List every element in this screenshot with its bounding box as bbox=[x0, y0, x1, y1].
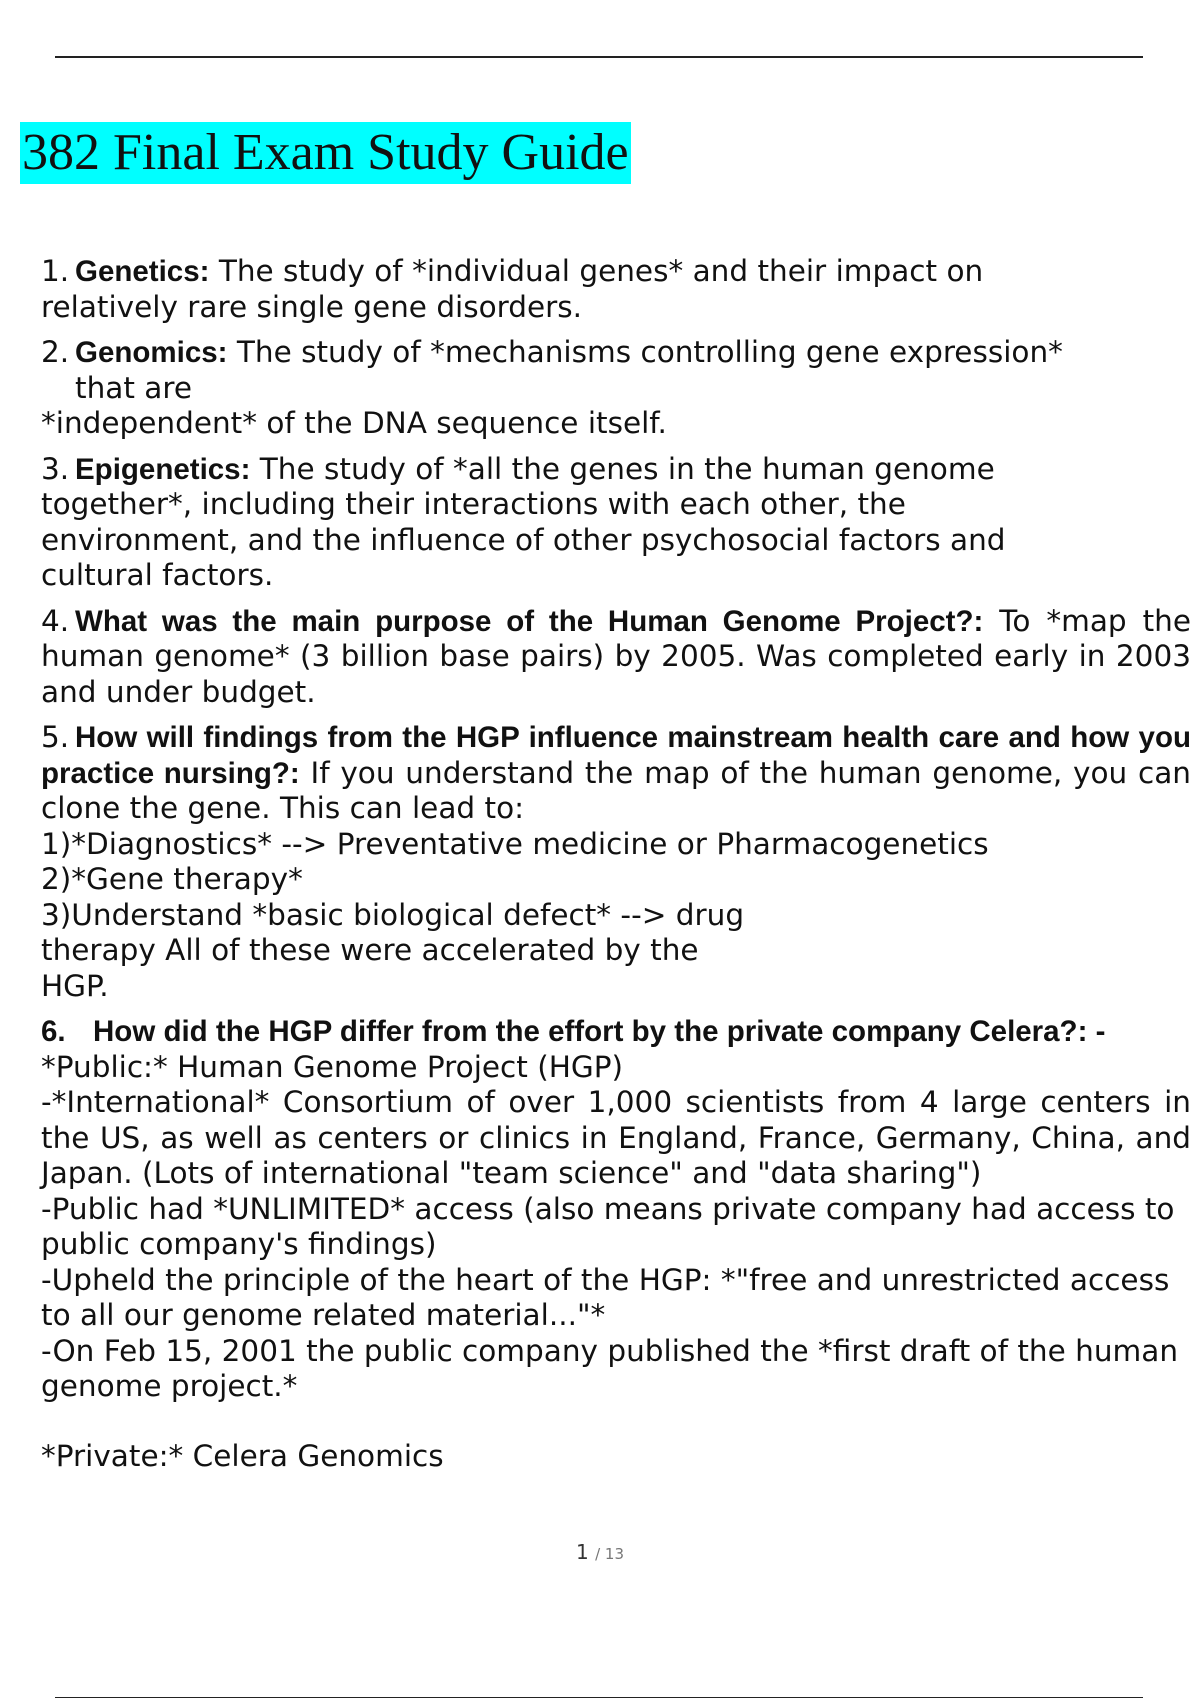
item-text: The study of *mechanisms controlling gene expression* bbox=[227, 335, 1063, 369]
page-indicator bbox=[0, 1540, 1200, 1564]
page-total: / 13 bbox=[595, 1545, 624, 1563]
item-number: 4. bbox=[41, 603, 70, 638]
list-item-hgp-purpose bbox=[41, 604, 1191, 711]
list-item-epigenetics bbox=[41, 452, 1191, 594]
bottom-rule bbox=[55, 1697, 1143, 1698]
item-number: 5. bbox=[41, 720, 70, 754]
sublist-line: HGP. bbox=[41, 968, 109, 1003]
findings-sublist bbox=[41, 827, 1191, 1005]
sublist-line: 1)*Diagnostics* --> Preventative medicine or Pharmacogenetics bbox=[41, 826, 989, 861]
item-term: How did the HGP differ from the effort by the private company Celera?: - bbox=[93, 1015, 1106, 1048]
item-term: What was the main purpose of the Human Genome Project?: bbox=[75, 604, 984, 638]
document-body bbox=[41, 254, 1191, 1484]
item-text: To *map the human genome* (3 billion base pairs) by 2005. Was completed early in 2003 and under budget. bbox=[41, 603, 1191, 709]
sublist-line: therapy All of these were accelerated by the bbox=[41, 933, 699, 967]
item-text: The study of *all the genes in the human genome bbox=[250, 451, 995, 486]
item-text: *independent* of the DNA sequence itself. bbox=[41, 406, 667, 440]
item-term: Genetics: bbox=[75, 255, 210, 288]
document-title: 382 Final Exam Study Guide bbox=[20, 122, 631, 184]
item-text: If you understand the map of the human genome, you can clone the gene. This can lead to: bbox=[41, 755, 1191, 825]
item-term: Genomics: bbox=[75, 336, 228, 369]
top-rule bbox=[55, 56, 1143, 58]
item-text: cultural factors. bbox=[41, 558, 274, 592]
page-current: 1 bbox=[575, 1540, 589, 1564]
item-text: environment, and the influence of other psychosocial factors and bbox=[41, 522, 1006, 557]
item-number: 1. bbox=[41, 254, 70, 288]
sublist-line: 3)Understand *basic biological defect* --> drug bbox=[41, 897, 745, 932]
item-text: that are bbox=[75, 370, 192, 405]
list-item-hgp-findings bbox=[41, 720, 1191, 1004]
list-item-genetics bbox=[41, 254, 1191, 325]
item-text: relatively rare single gene disorders. bbox=[41, 289, 583, 324]
item-term: How will findings from the HGP influence mainstream health care and how you practice nursing?: bbox=[41, 721, 1191, 790]
list-item-genomics bbox=[41, 335, 1191, 442]
item-text: together*, including their interactions with each other, the bbox=[41, 487, 906, 521]
public-point: -*International* Consortium of over 1,000 scientists from 4 large centers in the US, as well as centers or clinics in England, France, Germany, China, and Japan. (Lots of international "team science" and "data sharing") bbox=[41, 1085, 1191, 1190]
private-label: *Private:* Celera Genomics bbox=[41, 1438, 444, 1473]
item-number: 2. bbox=[41, 335, 70, 369]
item-number: 6. bbox=[41, 1015, 66, 1048]
public-point: -On Feb 15, 2001 the public company published the *first draft of the human genome project.* bbox=[41, 1333, 1179, 1403]
public-point: -Upheld the principle of the heart of the HGP: *"free and unrestricted access to all our genome related material..."* bbox=[41, 1262, 1170, 1332]
item-term: Epigenetics: bbox=[75, 452, 251, 486]
item-text: The study of *individual genes* and their impact on bbox=[209, 254, 984, 288]
item-number: 3. bbox=[41, 451, 70, 486]
public-point: -Public had *UNLIMITED* access (also means private company had access to public company's findings) bbox=[41, 1191, 1175, 1261]
public-label: *Public:* Human Genome Project (HGP) bbox=[41, 1049, 624, 1084]
list-item-hgp-vs-celera bbox=[41, 1014, 1191, 1474]
sublist-line: 2)*Gene therapy* bbox=[41, 862, 303, 896]
